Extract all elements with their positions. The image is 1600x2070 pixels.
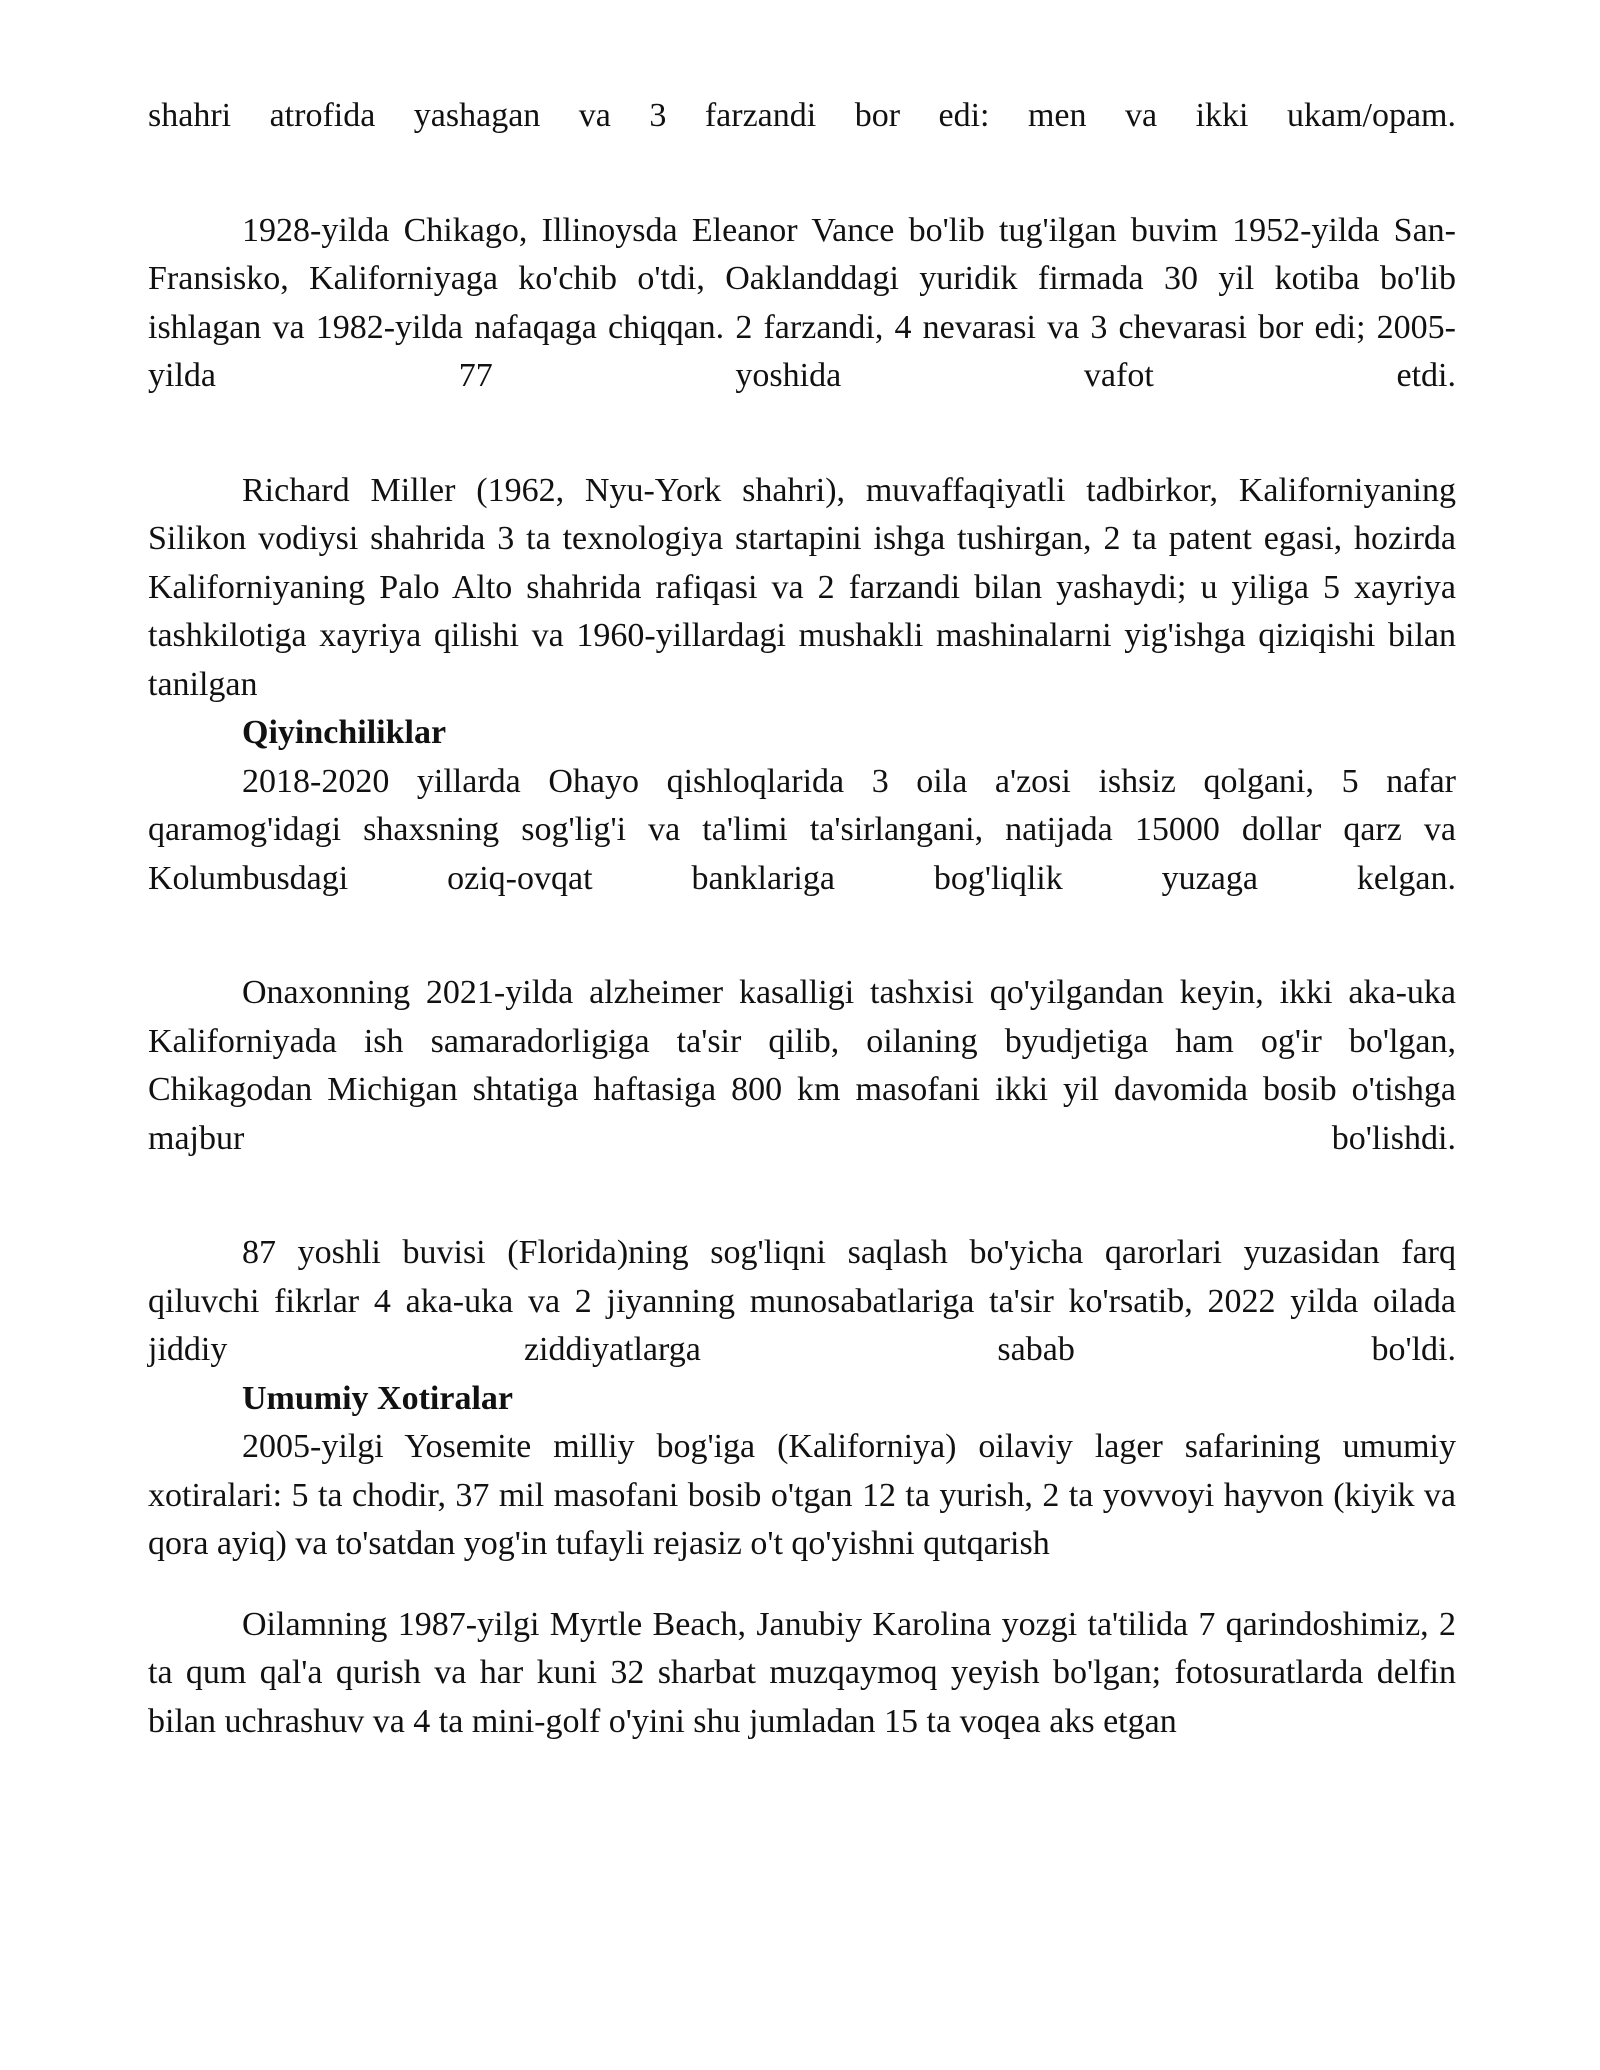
paragraph-alzheimer: Onaxonning 2021-yilda alzheimer kasalligi tashxisi qo'yilgandan keyin, ikki aka-uka Kaliforniyada ish samaradorligiga ta'sir qilib, oilaning byudjetiga ham og'ir bo'lgan, Chikagodan Michigan shtatiga haftasiga 800 km masofani ikki yil davomida bosib o'tishga majbur bo'lishdi. (148, 974, 1456, 1157)
paragraph-myrtle-beach: Oilamning 1987-yilgi Myrtle Beach, Janubiy Karolina yozgi ta'tilida 7 qarindoshimiz, 2 ta qum qal'a qurish va har kuni 32 sharbat muzqaymoq yeyish bo'lgan; fotosuratlarda delfin bilan uchrashuv va 4 ta mini-golf o'yini shu jumladan 15 ta voqea aks etgan (148, 1605, 1456, 1740)
paragraph-yosemite: 2005-yilgi Yosemite milliy bog'iga (Kaliforniya) oilaviy lager safarining umumiy xotiralari: 5 ta chodir, 37 mil masofani bosib o'tgan 12 ta yurish, 2 ta yovvoyi hayvon (kiyik va qora ayiq) va to'satdan yog'in tufayli rejasiz o't qo'yishni qutqarish (148, 1428, 1456, 1562)
paragraph-ohio: 2018-2020 yillarda Ohayo qishloqlarida 3 oila a'zosi ishsiz qolgani, 5 nafar qaramog'idagi shaxsning sog'lig'i va ta'limi ta'sirlangani, natijada 15000 dollar qarz va Kolumbusdagi oziq-ovqat banklariga bog'liqlik yuzaga kelgan. (148, 762, 1456, 897)
heading-challenges: Qiyinchiliklar (242, 714, 447, 751)
paragraph-richard-miller: Richard Miller (1962, Nyu-York shahri), muvaffaqiyatli tadbirkor, Kaliforniyaning Silikon vodiysi shahrida 3 ta texnologiya startapini ishga tushirgan, 2 ta patent egasi, hozirda Kaliforniyaning Palo Alto shahrida rafiqasi va 2 farzandi bilan yashaydi; u yiliga 5 xayriya tashkilotiga xayriya qilishi va 1960-yillardagi mushakli mashinalarni yig'ishga qiziqishi bilan tanilgan (148, 471, 1456, 703)
heading-shared-memories: Umumiy Xotiralar (242, 1379, 514, 1417)
paragraph-intro: shahri atrofida yashagan va 3 farzandi bor edi: men va ikki ukam/opam. (148, 97, 1456, 134)
paragraph-grandmother: 1928-yilda Chikago, Illinoysda Eleanor Vance bo'lib tug'ilgan buvim 1952-yilda San-Fransisko, Kaliforniyaga ko'chib o'tdi, Oaklanddagi yuridik firmada 30 yil kotiba bo'lib ishlagan va 1982-yilda nafaqaga chiqqan. 2 farzandi, 4 nevarasi va 3 chevarasi bor edi; 2005-yilda 77 yoshida vafot etdi. (148, 211, 1456, 394)
document-page (148, 92, 1456, 1746)
paragraph-grandma-florida: 87 yoshli buvisi (Florida)ning sog'liqni saqlash bo'yicha qarorlari yuzasidan farq qiluvchi fikrlar 4 aka-uka va 2 jiyanning munosabatlariga ta'sir ko'rsatib, 2022 yilda oilada jiddiy ziddiyatlarga sabab bo'ldi. (148, 1234, 1456, 1368)
